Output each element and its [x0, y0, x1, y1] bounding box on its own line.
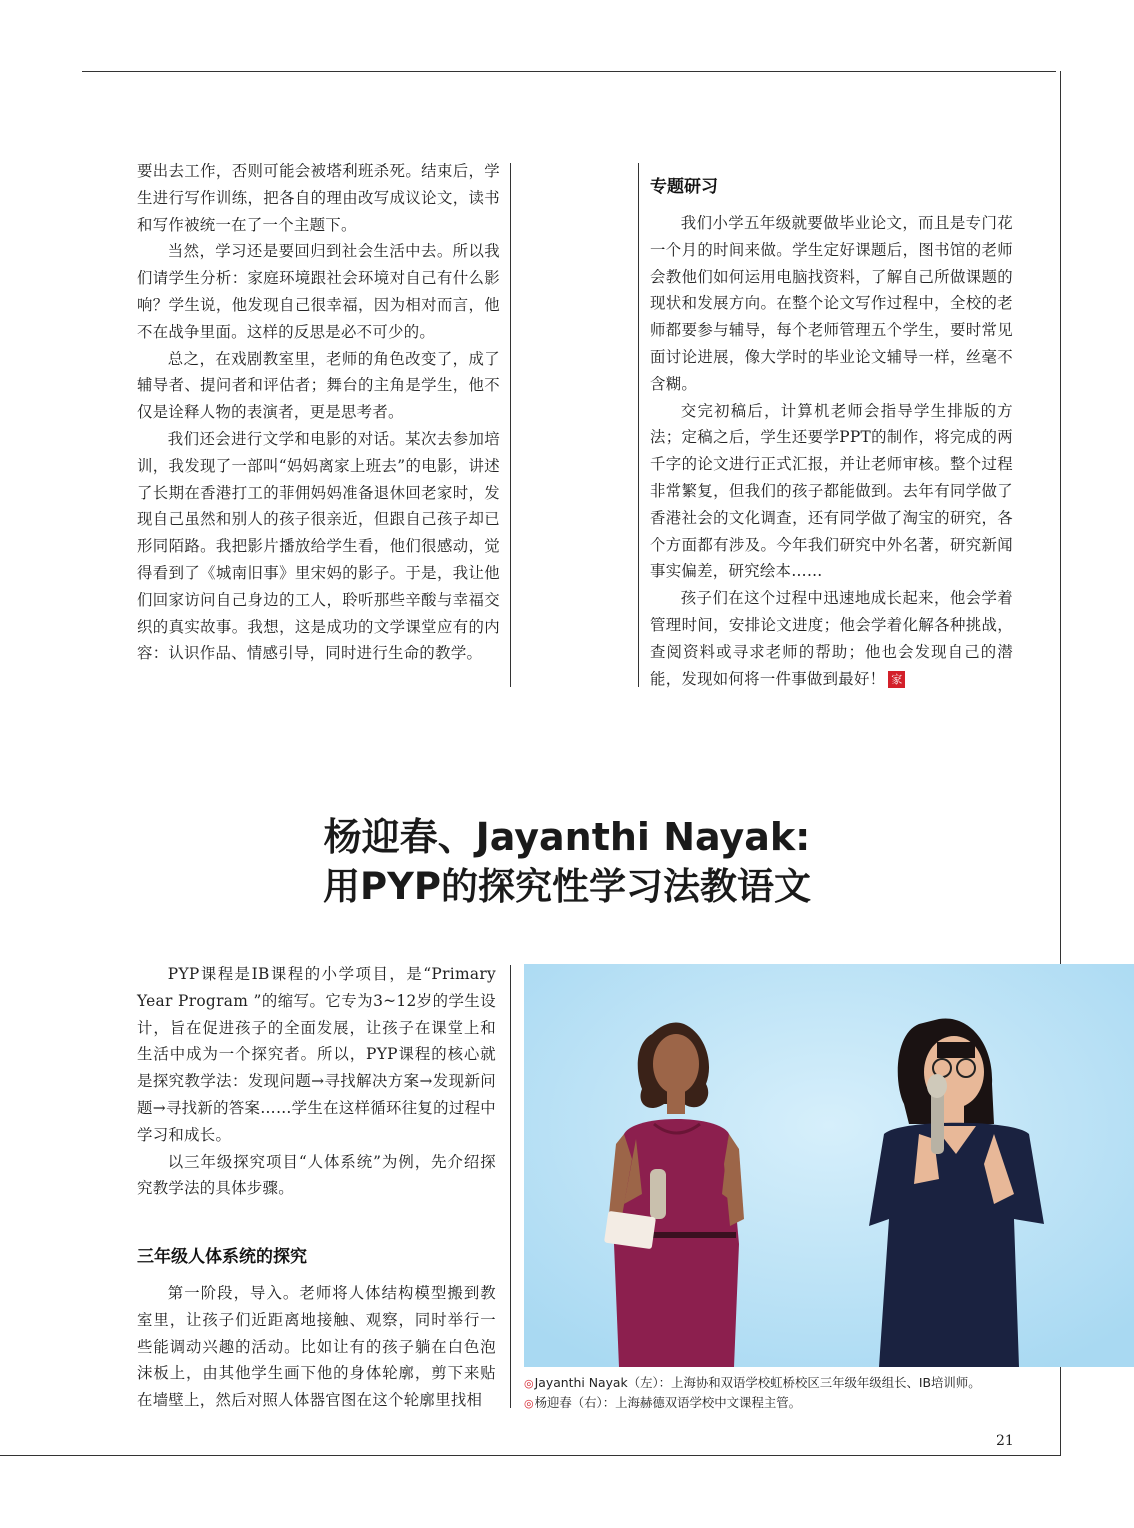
paragraph: PYP课程是IB课程的小学项目，是“Primary Year Program ”的缩写。它专为3~12岁的学生设计，旨在促进孩子的全面发展，让孩子在课堂上和生活中成为一个探究者。所以，PYP课程的核心就是探究教学法：发现问题→寻找解决方案→发现新问题→寻找新的答案……学生在这样循环往复的过程中学习和成长。: [137, 965, 496, 1144]
bottom-rule: [0, 1455, 1061, 1456]
speakers-illustration: [524, 964, 1134, 1367]
paragraph-text: 孩子们在这个过程中迅速地成长起来，他会学着管理时间，安排论文进度；他会学着化解各种挑战，查阅资料或寻求老师的帮助；他也会发现自己的潜能，发现如何将一件事做到最好！: [650, 589, 1013, 688]
paragraph: 以三年级探究项目“人体系统”为例，先介绍探究教学法的具体步骤。: [137, 1152, 496, 1198]
paragraph: 我们还会进行文学和电影的对话。某次去参加培训，我发现了一部叫“妈妈离家上班去”的电影，讲述了长期在香港打工的菲佣妈妈准备退休回老家时，发现自己虽然和别人的孩子很亲近，但跟自己孩子却已形同陌路。我把影片播放给学生看，他们很感动，觉得看到了《城南旧事》里宋妈的影子。于是，我让他们回家访问自己身边的工人，聆听那些辛酸与幸福交织的真实故事。我想，这是成功的文学课堂应有的内容：认识作品、情感引导，同时进行生命的教学。: [137, 429, 500, 663]
caption-text: 杨迎春（右）：上海赫德双语学校中文课程主管。: [534, 1395, 802, 1410]
paragraph: 交完初稿后，计算机老师会指导学生排版的方法；定稿之后，学生还要学PPT的制作，将完成的两千字的论文进行正式汇报，并让老师审核。整个过程非常繁复，但我们的孩子都能做到。去年有同学做了香港社会的文化调查，还有同学做了淘宝的研究，各个方面都有涉及。今年我们研究中外名著，研究新闻事实偏差，研究绘本……: [650, 401, 1013, 581]
section-heading: 三年级人体系统的探究: [137, 1247, 307, 1267]
end-mark-icon: 家: [888, 671, 905, 688]
column-divider: [638, 163, 639, 687]
section-heading: 专题研习: [650, 177, 718, 197]
left-column-bottom-intro: [137, 961, 496, 1202]
photo-caption: [524, 1393, 1064, 1411]
paragraph: 第一阶段，导入。老师将人体结构模型搬到教室里，让孩子们近距离地接触、观察，同时举行一些能调动兴趣的活动。比如让有的孩子躺在白色泡沫板上，由其他学生画下他的身体轮廓，剪下来贴在墙壁上，然后对照人体器官图在这个轮廓里找相: [137, 1284, 496, 1410]
top-rule: [82, 71, 1056, 72]
paragraph: 要出去工作，否则可能会被塔利班杀死。结束后，学生进行写作训练，把各自的理由改写成议论文，读书和写作被统一在了一个主题下。: [137, 162, 500, 234]
speakers-photo: [524, 964, 1134, 1367]
column-divider: [510, 965, 511, 1408]
paragraph: 我们小学五年级就要做毕业论文，而且是专门花一个月的时间来做。学生定好课题后，图书馆的老师会教他们如何运用电脑找资料，了解自己所做课题的现状和发展方向。在整个论文写作过程中，全校的老师都要参与辅导，每个老师管理五个学生，要时常见面讨论进展，像大学时的毕业论文辅导一样，丝毫不含糊。: [650, 214, 1013, 393]
caption-bullet-icon: ◎: [524, 1397, 534, 1410]
right-column-top: [650, 210, 1013, 692]
left-column-bottom-body: [137, 1280, 496, 1414]
caption-text: Jayanthi Nayak（左）：上海协和双语学校虹桥校区三年级年级组长、IB培训师。: [534, 1375, 981, 1390]
column-divider: [510, 163, 511, 687]
paragraph: [650, 585, 1013, 692]
page-number: 21: [996, 1433, 1014, 1449]
left-column-top: [137, 158, 500, 667]
caption-bullet-icon: ◎: [524, 1377, 534, 1390]
article-title-line2: 用PYP的探究性学习法教语文: [322, 865, 812, 908]
photo-caption: [524, 1373, 1064, 1391]
paragraph: 当然，学习还是要回归到社会生活中去。所以我们请学生分析：家庭环境跟社会环境对自己有什么影响？学生说，他发现自己很幸福，因为相对而言，他不在战争里面。这样的反思是必不可少的。: [137, 242, 500, 341]
paragraph: 总之，在戏剧教室里，老师的角色改变了，成了辅导者、提问者和评估者；舞台的主角是学生，他不仅是诠释人物的表演者，更是思考者。: [137, 349, 500, 422]
article-title-line1: 杨迎春、Jayanthi Nayak:: [323, 815, 811, 859]
